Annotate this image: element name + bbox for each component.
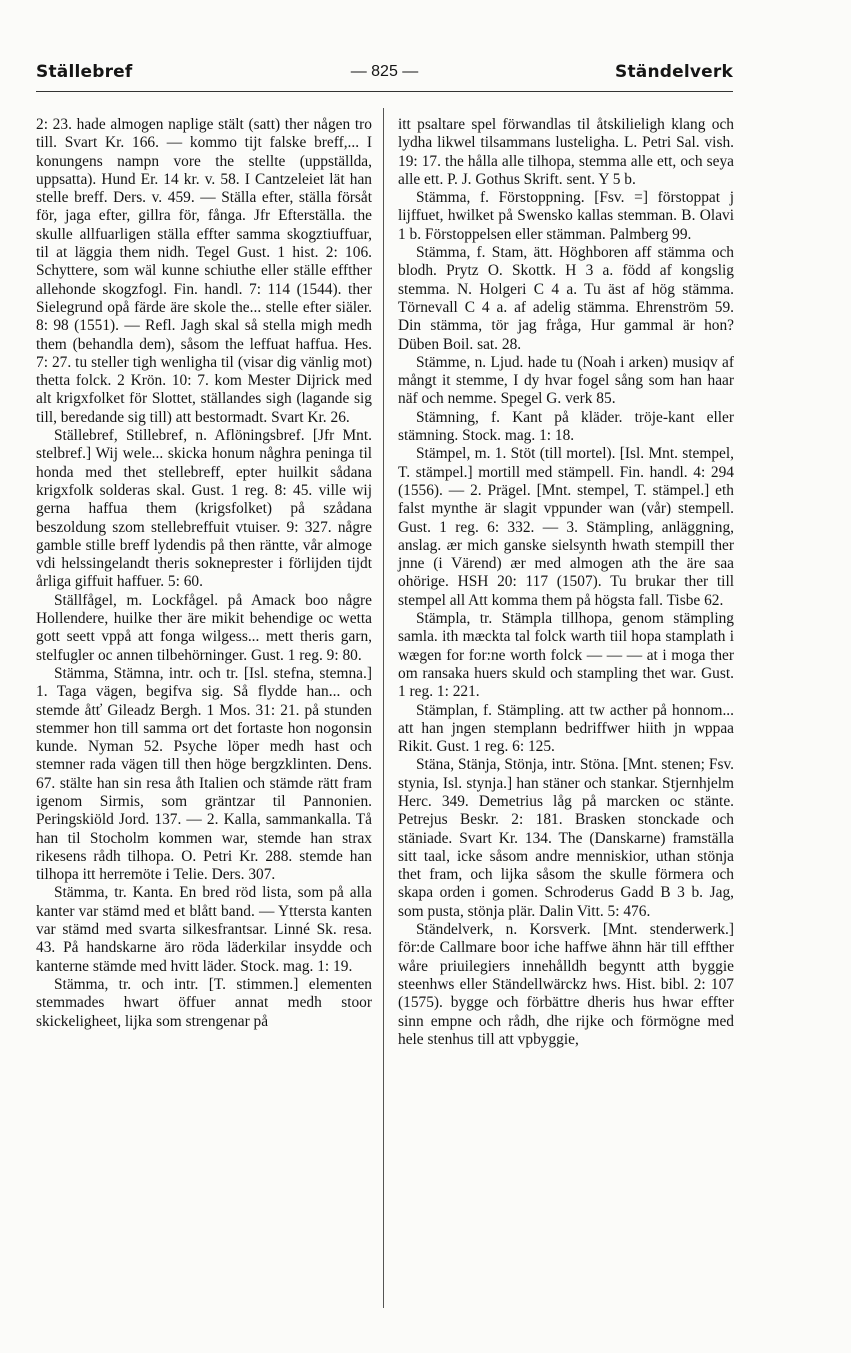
entry-stamme: Stämme, n. Ljud. hade tu (Noah i arken) musiqv af mångt it stemme, I dy hvar fogel sång som han haar näf och nemme. Spegel G. verk 85.	[398, 353, 734, 408]
entry-stamma-stamna: Stämma, Stämna, intr. och tr. [Isl. stefna, stemna.] 1. Taga vägen, begifva sig. Så flydde han... och stemde åtť Gileadz Bergh. 1 Mos. 31: 21. på stunden stemmer hon till samma ort det fortaste hon nogonsin kunde. Nyman 52. Psyche löper medh hast och stemner rada vägen till then höge bergzklinten. Dens. 67. stälte han sin resa åth Italien och stämde rätt fram igenom Sirmis, som gräntzar til Pannonien. Peringskiöld Jord. 137. — 2. Kalla, sammankalla. Tå han til Stocholm kommen war, stemde han strax rikesens rådh tilhopa. O. Petri Kr. 288. stemde han tilhopa itt herremöte i Telie. Ders. 307.	[36, 664, 372, 884]
entry-standelverk: Ständelverk, n. Korsverk. [Mnt. stenderwerk.] för:de Callmare boor iche haffwe ähnn här till effther wåre priuilegiers innehålldh begyntt atth byggie steenhws eller Ständellwärckz hws. Hist. bibl. 2: 107 (1575). bygge och förbättre dheris hus hwar effter sinn empne och rådh, dhe rijke och förmögne med hele stenhus till att vpbyggie,	[398, 921, 734, 1048]
running-header	[36, 62, 733, 88]
entry-stampla: Stämpla, tr. Stämpla tillhopa, genom stämpling samla. ith mæckta tal folck warth tiil hopa stamplath i wægen for for:ne worth folck — — — at i moga ther om ransaka huers skuld och stampling thet war. Gust. 1 reg. 1: 221.	[398, 610, 734, 701]
right-column	[398, 116, 734, 1049]
entry-stamplan: Stämplan, f. Stämpling. att tw acther på honnom... att han jngen stemplann bedriffwer hiith jn wppaa Rikit. Gust. 1 reg. 6: 125.	[398, 701, 734, 756]
entry-stamning: Stämning, f. Kant på kläder. tröje-kant eller stämning. Stock. mag. 1: 18.	[398, 408, 734, 445]
entry-stallfagel: Ställfågel, m. Lockfågel. på Amack boo någre Hollendere, huilke ther äre mikit behendige oc wetta gott seett vppå att fonga wilgess... mett theris garn, stelfugler oc annen tilbehörninger. Gust. 1 reg. 9: 80.	[36, 591, 372, 664]
left-column	[36, 116, 372, 1031]
right-running-headword: Ständelverk	[615, 62, 733, 82]
entry-stamma-kanta: Stämma, tr. Kanta. En bred röd lista, som på alla kanter var stämd med et blått band. — Yttersta kanten var stämd med svarta silkesfrantsar. Linné Sk. resa. 43. På handskarne äro röda läderkilar insydde och kanterne stämde med hvitt läder. Stock. mag. 1: 19.	[36, 884, 372, 975]
page-number: — 825 —	[350, 63, 419, 80]
entry-continuation: 2: 23. hade almogen naplige stält (satt) ther någen tro till. Svart Kr. 166. — kommo tijt falske breff,... I konungens nampn vore the stellte (uppställda, uppsatta). Hund Er. 14 kr. v. 58. I Cantzeleiet lät han stelle breff. Ders. v. 459. — Ställa efter, ställa försåt för, jaga efter, gillra för, fånga. Jfr Efterställa. the skulle allfuarligen ställa effter samma skogztiuffuar, til at läggia them nidh. Tegel Gust. 1 hist. 2: 106. Schyttere, som wäl kunne schiuthe eller ställe effther allehonde skogzfogl. Fin. handl. 7: 114 (1544). ther Sielegrund opå färde äre skole the... stelle efter siäler. 8: 98 (1551). — Refl. Jagh skal så stella migh medh them (behandla dem), såsom the leffuat haffua. Hes. 7: 27. tu steller tigh wenligha til (visar dig vänlig mot) thetta folck. 2 Krön. 10: 7. kom Mester Dijrick med alt krigxfolket för Slottet, ställandes sigh (lagande sig till, beredande sig till) att bestormadt. Svart Kr. 26.	[36, 116, 372, 426]
header-rule	[36, 91, 733, 92]
entry-stamma-forstoppning: Stämma, f. Förstoppning. [Fsv. =] förstoppat j lijffuet, hwilket på Swensko kallas stemman. B. Olavi 1 b. Förstoppelsen eller stämman. Palmberg 99.	[398, 189, 734, 243]
column-divider	[383, 108, 384, 1308]
entry-stampel: Stämpel, m. 1. Stöt (till mortel). [Isl. Mnt. stempel, T. stämpel.] mortill med stämpell. Fin. handl. 4: 294 (1556). — 2. Prägel. [Mnt. stempel, T. stämpel.] eth falst mynthe är slagit vppunder wan (vår) stempell. Gust. 1 reg. 6: 332. — 3. Stämpling, anläggning, anslag. ær mich ganske sielsynth hwath stempill ther jnne (i Värend) ær med almogen ath the äre saa ohörige. HSH 20: 117 (1507). Tu brukar ther till stempel all Att komma them på högsta fall. Tisbe 62.	[398, 445, 734, 609]
entry-stana: Stäna, Stänja, Stönja, intr. Stöna. [Mnt. stenen; Fsv. stynia, Isl. stynja.] han stäner och stankar. Stjernhjelm Herc. 349. Demetrius låg på marcken oc stänte. Petrejus Beskr. 2: 181. Brasken stonckade och stäniade. Svart Kr. 134. The (Danskarne) framställa sitt taal, icke såsom andre menniskior, uthan stönja thet fram, och lijka såsom the skulle förmera och skapa orden i gomen. Schroderus Gadd B 3 b. Jag, som pusta, stönja plär. Dalin Vitt. 5: 476.	[398, 756, 734, 920]
entry-stamma-stimmen: Stämma, tr. och intr. [T. stimmen.] elementen stemmades hwart öffuer annat medh stoor skickeligheet, lijka som strengenar på	[36, 975, 372, 1030]
entry-continuation-right: itt psaltare spel förwandlas til åtskilieligh klang och lydha likwel tilsammans lusteligha. L. Petri Sal. vish. 19: 17. the hålla alle tilhopa, stemma alle ett, och seya alle ett. P. J. Gothus Skrift. sent. Y 5 b.	[398, 116, 734, 188]
entry-stamma-stam: Stämma, f. Stam, ätt. Höghboren aff stämma och blodh. Prytz O. Skottk. H 3 a. född af kongslig stemma. N. Holgeri C 4 a. Tu äst af hög stämma. Törnevall C 4 a. af adelig stämma. Ehrenström 59. Din stämma, tör jag fråga, Hur gammal är hon? Düben Boil. sat. 28.	[398, 244, 734, 353]
left-running-headword: Ställebref	[36, 62, 133, 82]
entry-stallebref: Ställebref, Stillebref, n. Aflöningsbref. [Jfr Mnt. stelbref.] Wij wele... skicka honum någhra peninga til honda med thet stellebreff, epter huilkit sådana krigxfolk solderas skal. Gust. 1 reg. 8: 45. ville wij gerna haffua them (krigsfolket) på szådana beszoldung szom stellebreffuit vtuiser. 9: 327. någre gamble stille breff lydendis på then räntte, vår almoge vdi helssingelandt theris sokneprester i förlijden tijdt årliga giffuit haffuer. 5: 60.	[36, 427, 372, 591]
